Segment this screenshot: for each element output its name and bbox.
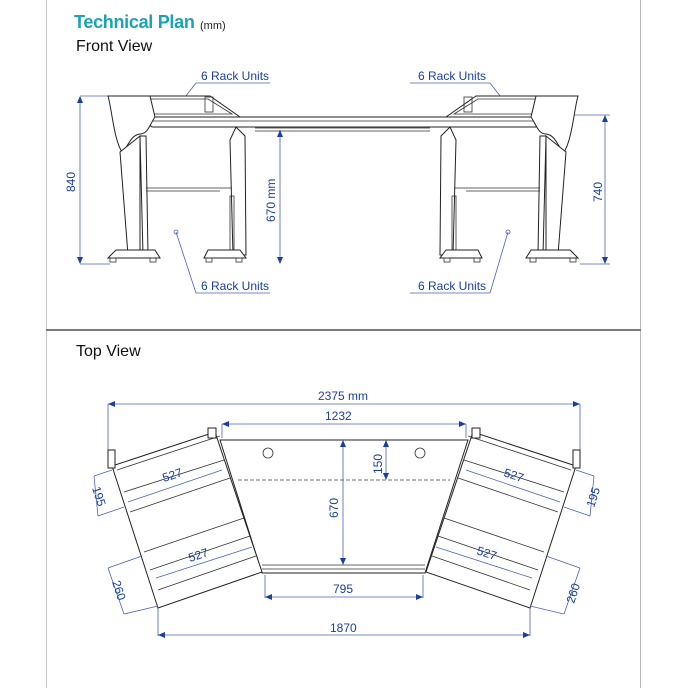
dim-overall-width: 2375 mm (318, 389, 369, 403)
page-title: Technical Plan (74, 12, 195, 32)
dim-left-side-lower: 260 (109, 578, 129, 602)
dim-left-rack-lower: 527 (186, 545, 210, 565)
dim-depth: 670 (327, 497, 341, 518)
dim-right-rack-upper: 527 (502, 465, 526, 486)
label-rack-top-left: 6 Rack Units (201, 69, 270, 83)
dim-inner-span: 1870 (330, 621, 357, 635)
label-rack-top-right: 6 Rack Units (418, 69, 487, 83)
top-view-title: Top View (76, 343, 141, 360)
dim-right-side-upper: 195 (583, 485, 604, 509)
dim-right-side-lower: 260 (563, 581, 584, 605)
unit-label: (mm) (200, 20, 226, 32)
dim-left-rack-upper: 527 (160, 465, 184, 485)
dim-total-height: 840 (64, 171, 78, 192)
dim-shelf-height: 740 (591, 181, 605, 202)
dim-front-width: 795 (333, 582, 354, 596)
dim-left-side-upper: 195 (89, 484, 109, 508)
dim-right-rack-lower: 527 (475, 543, 499, 564)
front-view-title: Front View (76, 38, 153, 55)
label-rack-bottom-right: 6 Rack Units (418, 279, 487, 293)
dim-rear-width: 1232 (325, 409, 352, 423)
label-rack-bottom-left: 6 Rack Units (201, 279, 270, 293)
dim-depth-offset: 150 (371, 453, 385, 474)
dim-desk-height: 670 mm (264, 178, 278, 222)
